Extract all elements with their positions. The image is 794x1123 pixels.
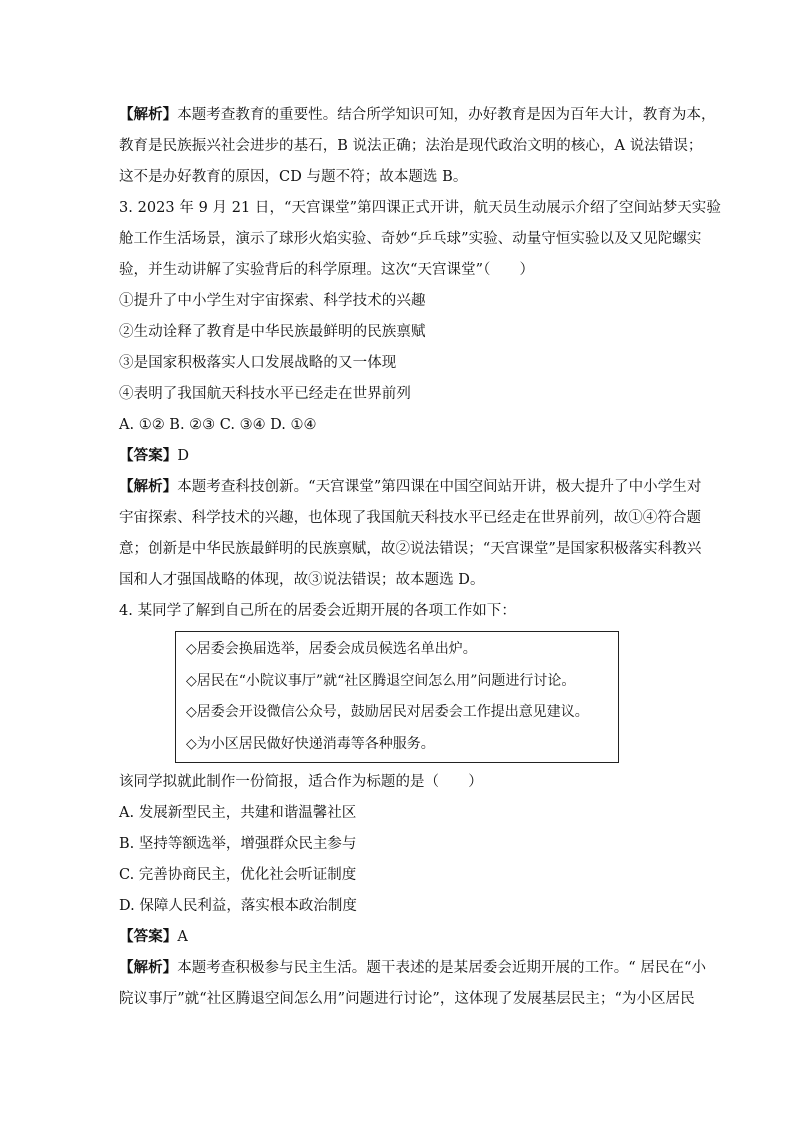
q4-box-item-3: ◇居委会开设微信公众号，鼓励居民对居委会工作提出意见建议。 — [186, 704, 589, 720]
q2-analysis-line-3: 这不是办好教育的原因，CD 与题不符；故本题选 B。 — [119, 169, 468, 185]
q4-option-c: C. 完善协商民主，优化社会听证制度 — [119, 867, 357, 883]
q4-box-item-2: ◇居民在“小院议事厅”就“社区腾退空间怎么用”问题进行讨论。 — [186, 672, 576, 689]
q3-choices: A. ①② B. ②③ C. ③④ D. ①④ — [119, 417, 317, 433]
q4-answer-tag: 【答案】 — [119, 929, 178, 945]
q3-statement-4: ④表明了我国航天科技水平已经走在世界前列 — [119, 386, 411, 402]
q4-option-b: B. 坚持等额选举，增强群众民主参与 — [119, 836, 357, 852]
q3-analysis-line-4: 国和人才强国战略的体现，故③说法错误；故本题选 D。 — [119, 572, 485, 588]
q4-option-a: A. 发展新型民主，共建和谐温馨社区 — [119, 805, 357, 821]
q4-stem: 4. 某同学了解到自己所在的居委会近期开展的各项工作如下： — [119, 603, 516, 619]
q4-analysis-line-2: 院议事厅”就“社区腾退空间怎么用”问题进行讨论”，这体现了发展基层民主；“为小区居民 — [119, 991, 695, 1007]
q3-answer-value: D — [177, 448, 190, 464]
q4-box-item-1: ◇居委会换届选举，居委会成员候选名单出炉。 — [186, 641, 477, 657]
q4-analysis-tag: 【解析】 — [119, 960, 178, 976]
q3-answer-line — [119, 441, 689, 472]
q3-stem-line-1: 3. 2023 年 9 月 21 日，“天宫课堂”第四课正式开讲，航天员生动展示介绍了空间站梦天实验 — [119, 200, 721, 216]
q3-stem-line-2: 舱工作生活场景，演示了球形火焰实验、奇妙“乒乓球”实验、动量守恒实验以及又见陀螺实 — [119, 231, 702, 247]
q3-statement-1: ①提升了中小学生对宇宙探索、科学技术的兴趣 — [119, 293, 426, 309]
q4-info-box — [175, 631, 619, 763]
q4-option-d: D. 保障人民利益，落实根本政治制度 — [119, 898, 357, 914]
q2-analysis-tag: 【解析】 — [119, 107, 178, 123]
q4-answer-line — [119, 922, 689, 953]
q3-stem-line-3: 验，并生动讲解了实验背后的科学原理。这次“天宫课堂”（ ） — [119, 262, 535, 278]
q3-statement-3: ③是国家积极落实人口发展战略的又一体现 — [119, 355, 397, 371]
q4-answer-value: A — [177, 929, 188, 945]
q2-analysis-line-1: 【解析】本题考查教育的重要性。结合所学知识可知，办好教育是因为百年大计，教育为本， — [119, 107, 716, 123]
q3-analysis-tag: 【解析】 — [119, 479, 178, 495]
q4-question: 该同学拟就此制作一份简报，适合作为标题的是（ ） — [119, 774, 483, 790]
q4-box-item-4: ◇为小区居民做好快递消毒等各种服务。 — [186, 735, 435, 752]
q3-analysis-line-2: 宇宙探索、科学技术的兴趣，也体现了我国航天科技水平已经走在世界前列，故①④符合题 — [119, 510, 701, 526]
q3-answer-tag: 【答案】 — [119, 448, 178, 464]
q3-statement-2: ②生动诠释了教育是中华民族最鲜明的民族禀赋 — [119, 324, 426, 340]
page-content — [119, 100, 721, 1015]
q4-analysis-line-1: 【解析】本题考查积极参与民主生活。题干表述的是某居委会近期开展的工作。“ 居民在“小 — [119, 960, 707, 976]
q2-analysis-line-2: 教育是民族振兴社会进步的基石，B 说法正确；法治是现代政治文明的核心，A 说法错误； — [119, 138, 703, 154]
q3-analysis-line-1: 【解析】本题考查科技创新。“天宫课堂”第四课在中国空间站开讲，极大提升了中小学生对 — [119, 479, 702, 495]
q3-analysis-line-3: 意；创新是中华民族最鲜明的民族禀赋，故②说法错误；“天宫课堂”是国家积极落实科教兴 — [119, 541, 702, 557]
